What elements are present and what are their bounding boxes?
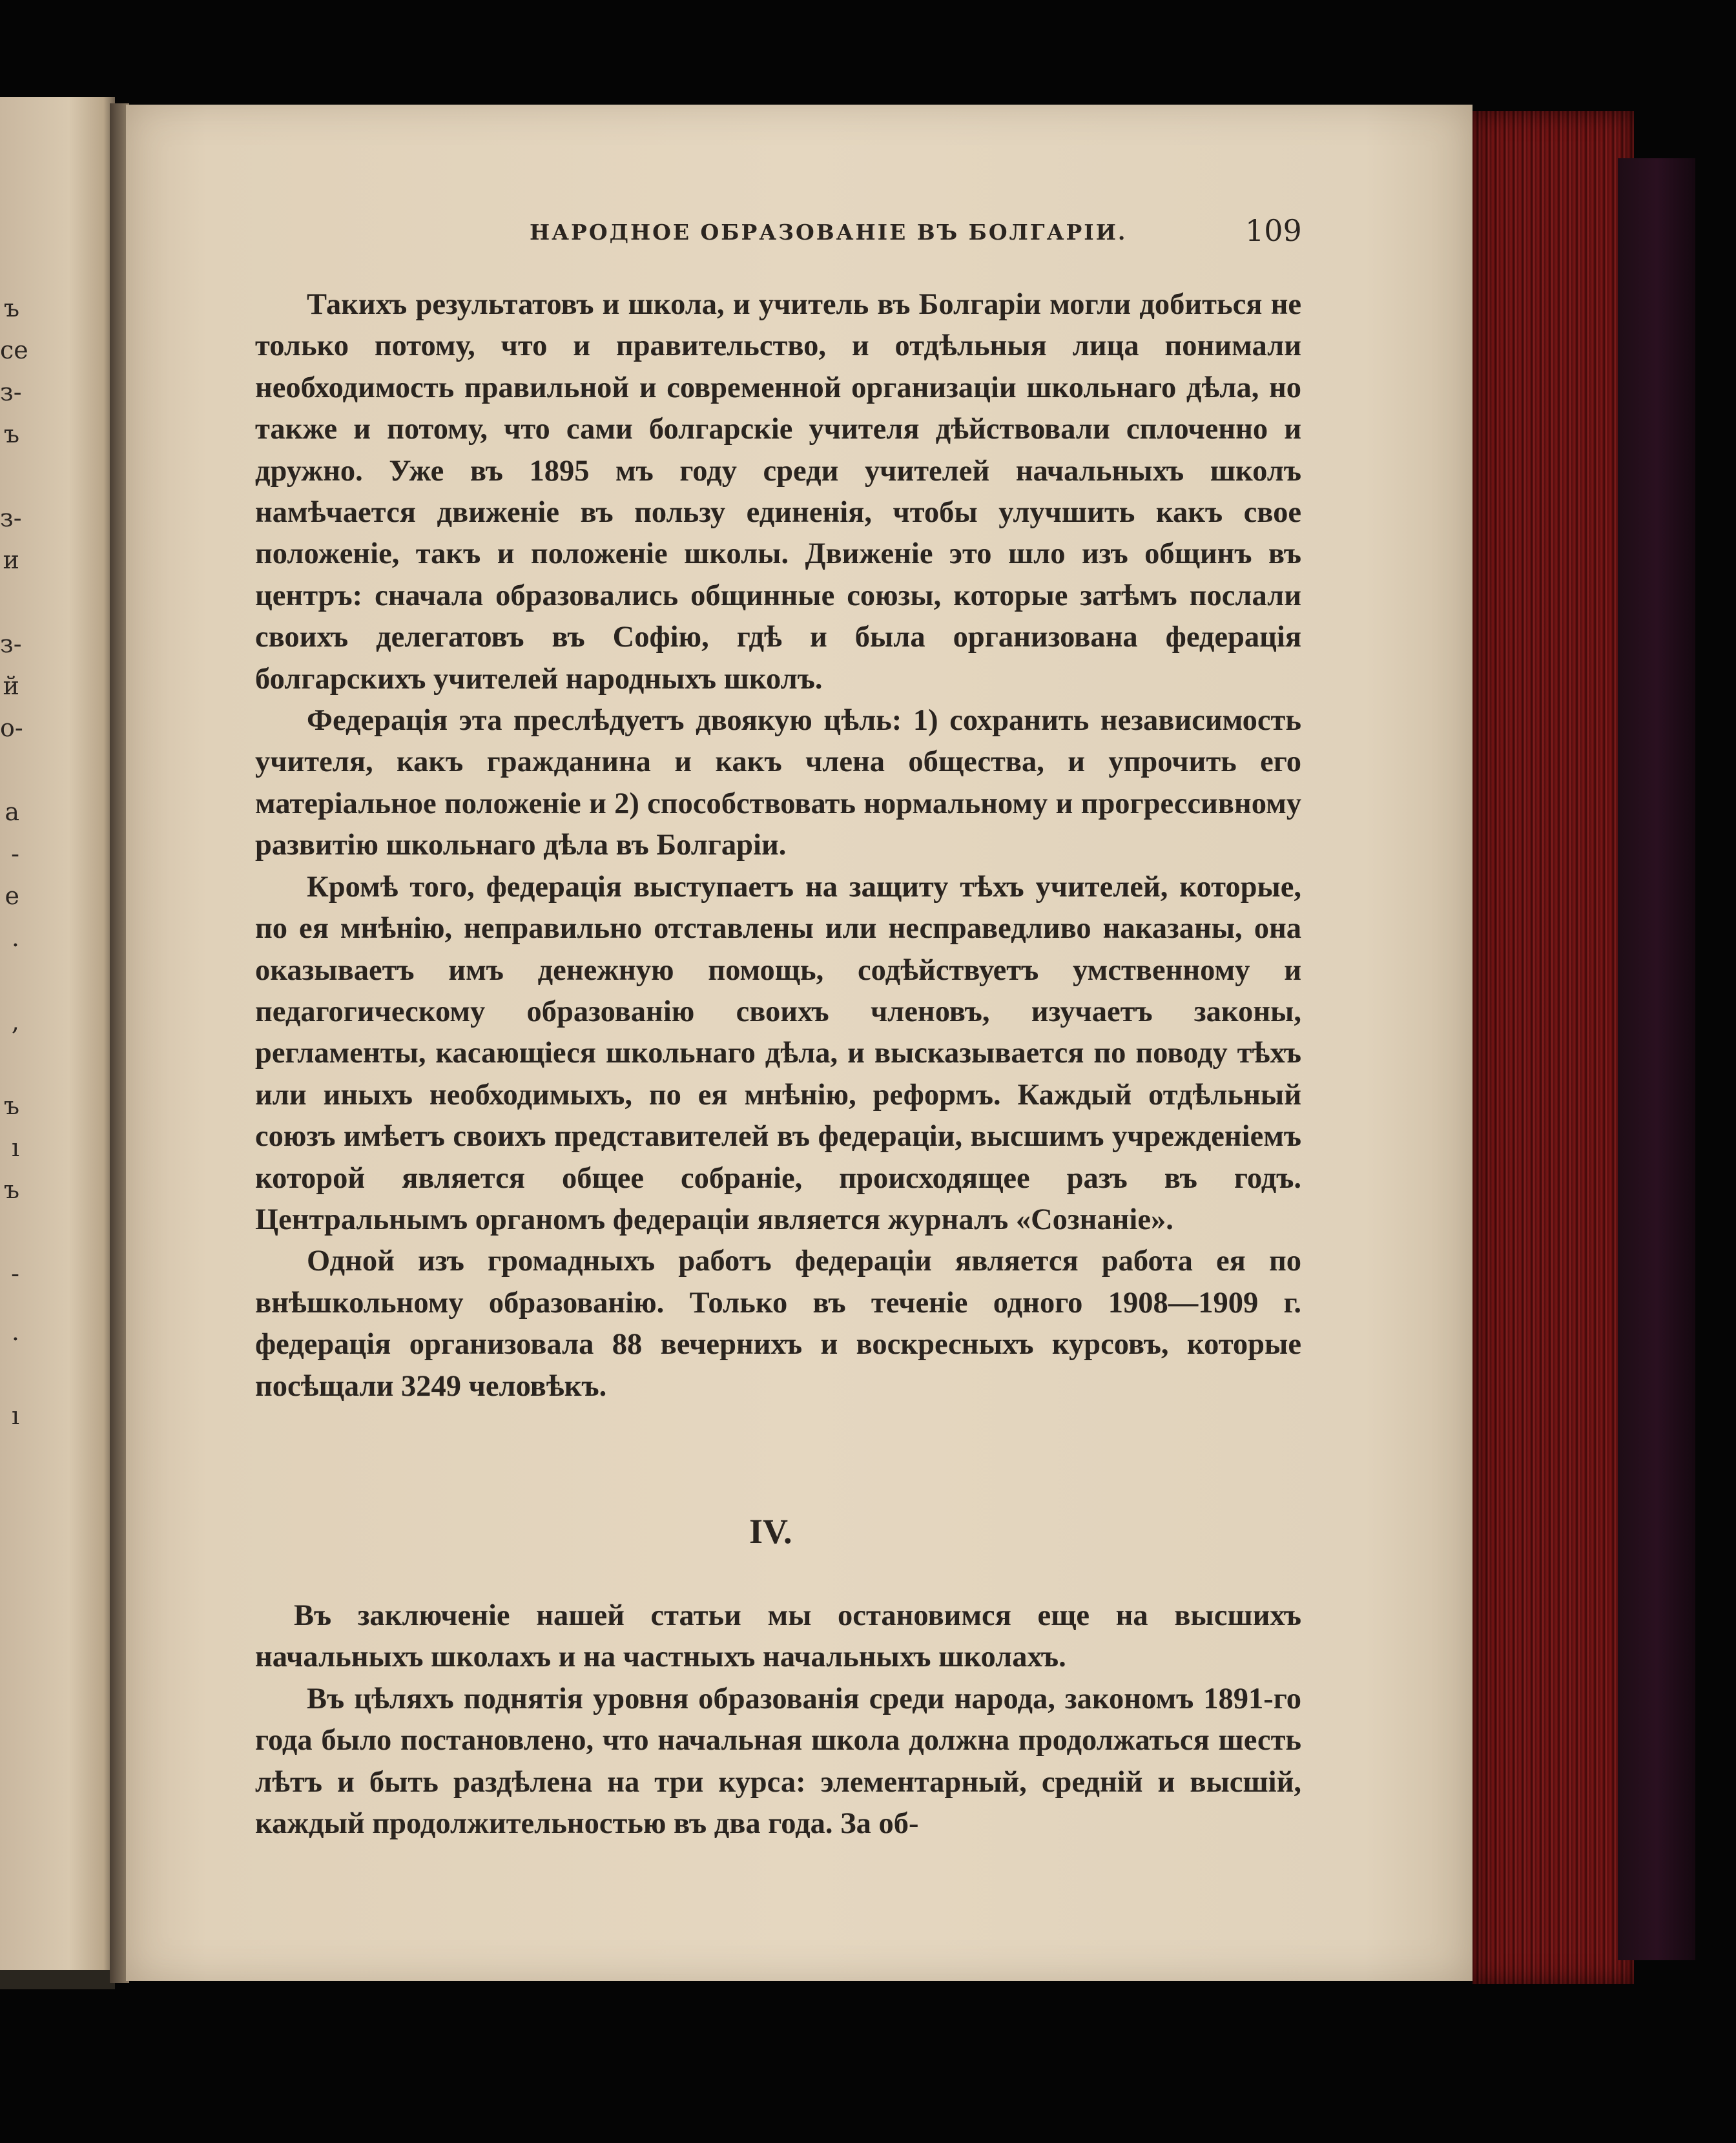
section-text xyxy=(255,1595,1301,1845)
left-page-fragment: е xyxy=(5,882,19,910)
left-page-fragment: - xyxy=(11,1259,19,1288)
paragraph: Въ цѣляхъ поднятія уровня образованія среди народа, закономъ 1891-го года было постановлено, что начальная школа должна продолжаться шесть лѣтъ и быть раздѣлена на три курса: элементарный, среднiй и высшiй, каждый продолжительностью въ два года. За об- xyxy=(255,1682,1301,1841)
paragraph: Федерація эта преслѣдуетъ двоякую цѣль: 1) сохранить независимость учителя, какъ гражданина и какъ члена общества, и упрочить его матеріальное положеніе и 2) способствовать нормальному и прогрессивному развитію школьнаго дѣла въ Болгаріи. xyxy=(255,704,1301,862)
left-page-fragment: ъ xyxy=(3,420,19,448)
left-page-fragment: з- xyxy=(0,630,22,658)
left-page-fragment: й xyxy=(3,672,19,700)
book-cover xyxy=(1618,158,1695,1960)
page-number: 109 xyxy=(1245,213,1302,248)
left-page-fragment: ъ xyxy=(3,1175,19,1204)
paragraph: Въ заключеніе нашей статьи мы остановимся еще на высшихъ начальныхъ школахъ и на частныхъ начальныхъ школахъ. xyxy=(255,1599,1301,1674)
left-page-fragment: , xyxy=(11,1008,19,1036)
left-page-fragment: ı xyxy=(11,1134,19,1162)
page-edges xyxy=(1472,111,1634,1984)
left-page-fragment: з- xyxy=(0,504,22,532)
left-page-fragment: . xyxy=(11,924,19,952)
left-page-fragment: ъ xyxy=(3,294,19,322)
left-page-fragment: ъ xyxy=(3,1092,19,1120)
left-page-edge xyxy=(0,97,115,1989)
left-page-fragment: з- xyxy=(0,378,22,406)
running-title: НАРОДНОЕ ОБРАЗОВАНІЕ ВЪ БОЛГАРІИ. xyxy=(530,220,1128,245)
left-page-fragment: се xyxy=(0,336,28,364)
paragraph: Такихъ результатовъ и школа, и учитель въ Болгаріи могли добиться не только потому, что и правительство, и отдѣльныя лица понимали необходимость правильной и современной организаціи школьнаго дѣла, но также и потому, что сами болгарскіе учителя дѣйствовали сплоченно и дружно. Уже въ 1895 мъ году среди учителей начальныхъ школъ намѣчается движеніе въ пользу единенія, чтобы улучшить какъ свое положеніе, такъ и положеніе школы. Движеніе это шло изъ общинъ въ центръ: сначала образовались общинные союзы, которые затѣмъ послали своихъ делегатовъ въ Софію, гдѣ и была организована федерація болгарскихъ учителей народныхъ школъ. xyxy=(255,288,1301,696)
left-page-fragment: а xyxy=(5,798,19,826)
section-heading: IV. xyxy=(749,1512,792,1551)
left-page-fragment: о- xyxy=(0,714,23,742)
left-page-fragment: ı xyxy=(11,1402,19,1430)
body-text xyxy=(255,284,1301,1407)
paragraph: Кромѣ того, федерація выступаетъ на защиту тѣхъ учителей, которые, по ея мнѣнію, неправильно отставлены или несправедливо наказаны, она оказываетъ имъ денежную помощь, содѣйствуетъ умственному и педагогическому образованію своихъ членовъ, изучаетъ законы, регламенты, касающіеся школьнаго дѣла, и высказывается по поводу тѣхъ или иныхъ необходимыхъ, по ея мнѣнію, реформъ. Каждый отдѣльный союзъ имѣетъ своихъ представителей въ федераціи, высшимъ учрежденіемъ которой является общее собраніе, происходящее разъ въ годъ. Центральнымъ органомъ федераціи является журналъ «Сознаніе». xyxy=(255,870,1301,1236)
paragraph: Одной изъ громадныхъ работъ федераціи является работа ея по внѣшкольному образованію. Только въ теченіе одного 1908—1909 г. федерація организовала 88 вечернихъ и воскресныхъ курсовъ, которые посѣщали 3249 человѣкъ. xyxy=(255,1245,1301,1403)
left-page-fragment: и xyxy=(3,546,19,574)
left-page-fragment: . xyxy=(11,1318,19,1346)
left-page-fragment: - xyxy=(11,840,19,868)
